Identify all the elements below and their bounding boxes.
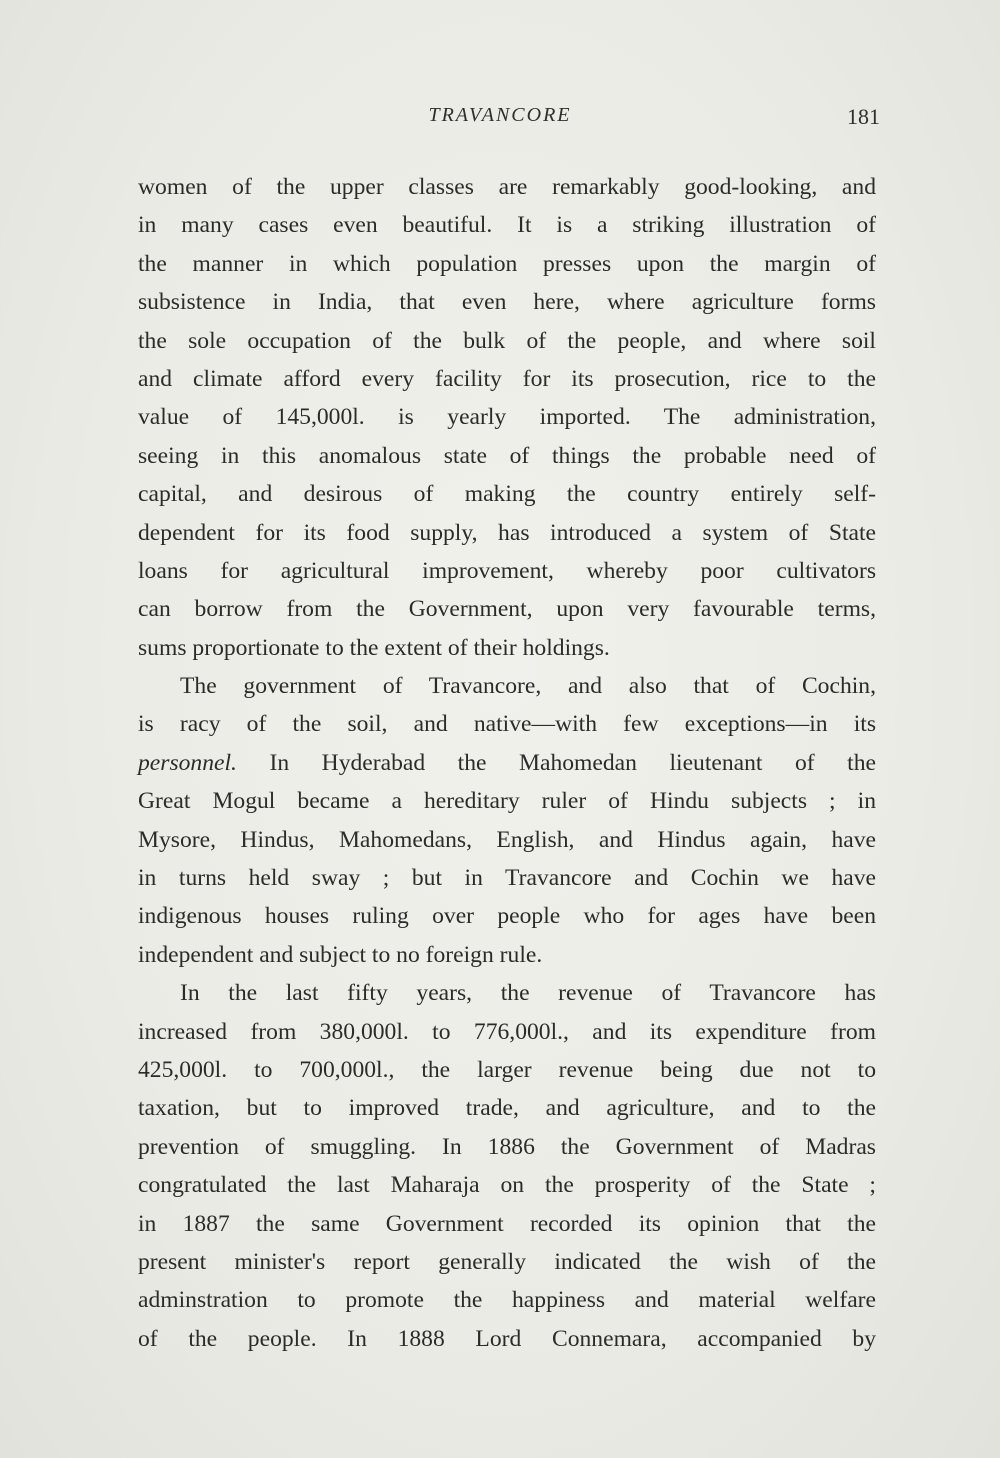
text-line: present minister's report generally indicated the wish of the: [138, 1248, 876, 1275]
text-line: 425,000l. to 700,000l., the larger revenue being due not to: [138, 1056, 876, 1083]
text-line: congratulated the last Maharaja on the prosperity of the State ;: [138, 1172, 876, 1199]
running-title: TRAVANCORE: [428, 104, 572, 126]
page-header: [0, 102, 1000, 138]
text-line: in 1887 the same Government recorded its opinion that the: [138, 1210, 876, 1237]
text-line: value of 145,000l. is yearly imported. The administration,: [138, 404, 876, 431]
text-line: capital, and desirous of making the country entirely self-: [138, 481, 876, 508]
text-line: dependent for its food supply, has introduced a system of State: [138, 519, 876, 546]
text-line: independent and subject to no foreign rule.: [138, 941, 543, 968]
text-line: In the last fifty years, the revenue of Travancore has: [180, 980, 876, 1007]
body-text: [138, 168, 876, 1358]
text-line: and climate afford every facility for its prosecution, rice to the: [138, 365, 876, 392]
text-line: Mysore, Hindus, Mahomedans, English, and Hindus again, have: [138, 826, 876, 853]
text-segment: In Hyderabad the Mahomedan lieutenant of the: [269, 749, 877, 776]
text-line: Great Mogul became a hereditary ruler of Hindu subjects ; in: [138, 788, 876, 815]
text-line: loans for agricultural improvement, whereby poor cultivators: [138, 557, 876, 584]
text-line: women of the upper classes are remarkably good-looking, and: [138, 174, 876, 200]
text-line: seeing in this anomalous state of things the probable need of: [138, 442, 876, 469]
italic-term: personnel.: [138, 749, 237, 776]
text-line: in turns held sway ; but in Travancore and Cochin we have: [138, 865, 876, 892]
text-line: increased from 380,000l. to 776,000l., and its expenditure from: [138, 1018, 876, 1045]
text-line: can borrow from the Government, upon very favourable terms,: [138, 596, 876, 623]
text-line: taxation, but to improved trade, and agriculture, and to the: [138, 1095, 876, 1122]
text-line: the manner in which population presses upon the margin of: [138, 250, 876, 277]
text-line: subsistence in India, that even here, where agriculture forms: [138, 289, 876, 316]
text-line: sums proportionate to the extent of their holdings.: [138, 634, 610, 661]
text-line: adminstration to promote the happiness and material welfare: [138, 1287, 876, 1314]
text-line: is racy of the soil, and native—with few exceptions—in its: [138, 711, 876, 738]
text-line: prevention of smuggling. In 1886 the Government of Madras: [138, 1133, 876, 1160]
text-line-mixed: [138, 744, 876, 782]
text-line: of the people. In 1888 Lord Connemara, accompanied by: [138, 1325, 876, 1352]
page-number: 181: [847, 104, 880, 129]
text-line: The government of Travancore, and also that of Cochin,: [180, 673, 876, 700]
text-line: the sole occupation of the bulk of the people, and where soil: [138, 327, 876, 354]
text-line: in many cases even beautiful. It is a striking illustration of: [138, 212, 876, 239]
text-line: indigenous houses ruling over people who for ages have been: [138, 903, 876, 930]
